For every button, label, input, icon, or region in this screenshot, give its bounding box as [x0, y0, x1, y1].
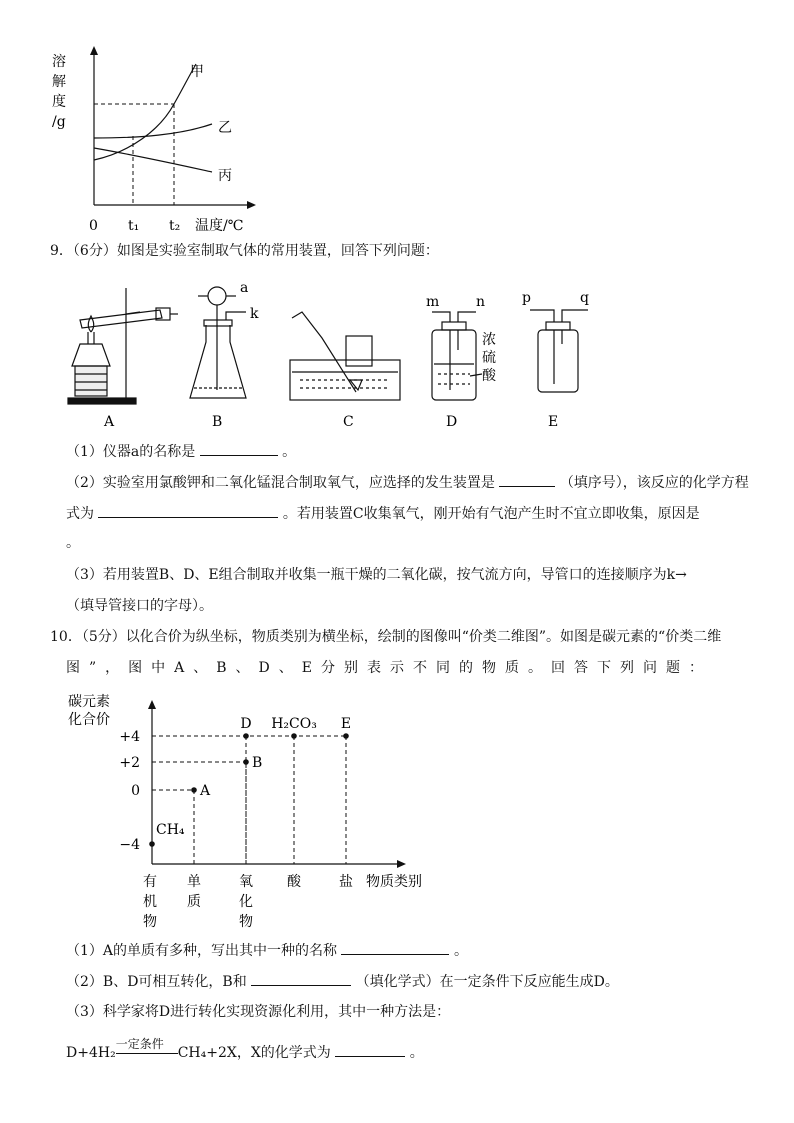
- acid-2: 硫: [482, 350, 496, 366]
- point-H₂CO₃: [291, 733, 297, 739]
- origin-label: 0: [89, 218, 98, 234]
- eq-end: 。: [409, 1045, 424, 1061]
- category-label: 质: [187, 894, 201, 910]
- q9-sub3-line1: [66, 566, 687, 584]
- eq-condition: 一定条件: [115, 1037, 164, 1051]
- q10-sub1-text: （1）A的单质有多种，写出其中一种的名称: [66, 943, 338, 959]
- q9-sub2-text4: 。若用装置C收集氧气，刚开始有气泡产生时不宜立即收集，原因是: [282, 506, 700, 522]
- answer-blank-2[interactable]: [499, 472, 555, 487]
- q10-sub1: [66, 940, 468, 960]
- category-label: 氧: [239, 874, 253, 890]
- q9-sub2-text3: 式为: [66, 506, 94, 522]
- x-axis-arrow: [247, 201, 256, 209]
- apparatus-figure: [60, 280, 620, 435]
- chart2-x-arrow: [397, 860, 406, 868]
- q10-equation: [66, 1037, 424, 1062]
- q9-sub2-text2: （填序号），该反应的化学方程: [559, 475, 749, 491]
- answer-blank-5[interactable]: [251, 971, 351, 986]
- port-a: a: [240, 280, 249, 296]
- q10-sub2-text2: （填化学式）在一定条件下反应能生成D。: [355, 974, 619, 990]
- app-label-b: B: [212, 414, 223, 430]
- answer-blank-1[interactable]: [200, 441, 278, 456]
- point-label: H₂CO₃: [271, 716, 317, 732]
- acid-3: 酸: [482, 368, 496, 384]
- q10-sub3: （3）科学家将D进行转化实现资源化利用，其中一种方法是：: [66, 1004, 451, 1020]
- apparatus-c: [290, 312, 400, 400]
- q9-sub3-text: （3）若用装置B、D、E组合制取并收集一瓶干燥的二氧化碳，按气流方向，导管口的连接顺序为k→: [66, 567, 687, 583]
- point-label: E: [340, 716, 352, 732]
- chart2-y-arrow: [148, 700, 156, 709]
- answer-blank-6[interactable]: [335, 1042, 405, 1057]
- point-label: A: [200, 783, 211, 799]
- ylabel-1: 溶: [52, 54, 66, 70]
- category-label: 机: [143, 894, 157, 910]
- category-label: 化: [239, 894, 253, 910]
- eq-line: [116, 1053, 178, 1054]
- q9-sub1-end: 。: [282, 444, 297, 460]
- eq-left: D+4H₂: [66, 1045, 116, 1061]
- port-m: m: [426, 294, 440, 310]
- eq-arrow: [115, 1037, 178, 1062]
- t1-label: t₁: [128, 218, 140, 234]
- point-label: D: [240, 716, 252, 732]
- acid-1: 浓: [482, 332, 496, 348]
- label-yi: 乙: [218, 120, 232, 136]
- category-label: 盐: [339, 874, 353, 890]
- q10-title: 10．（5分）以化合价为纵坐标，物质类别为横坐标，绘制的图像叫“价类二维图”。如图是碳元素的“价类二维: [50, 629, 722, 645]
- category-label: 酸: [287, 874, 301, 890]
- app-label-a: A: [104, 414, 115, 430]
- valence-chart: [60, 688, 460, 928]
- chart2-ylabel-2: 化合价: [68, 712, 110, 728]
- solubility-chart: [50, 40, 270, 240]
- app-label-d: D: [446, 414, 458, 430]
- apparatus-b: [190, 287, 246, 398]
- q9-sub2-line2: [66, 503, 700, 523]
- point-label: B: [252, 755, 263, 771]
- category-label: 物: [143, 914, 157, 928]
- q9-sub3-line2: [66, 597, 213, 615]
- port-n: n: [476, 294, 486, 310]
- q9-title: 9．（6分）如图是实验室制取气体的常用装置，回答下列问题：: [50, 243, 439, 259]
- label-bing: 丙: [218, 168, 232, 184]
- eq-right: CH₄+2X，X的化学式为: [177, 1045, 331, 1061]
- chart2-xlabel: 物质类别: [366, 874, 422, 890]
- point-A: [191, 787, 197, 793]
- chart2-ylabel-1: 碳元素: [68, 694, 110, 710]
- point-B: [243, 759, 249, 765]
- q10-title2: 图”，图中A、B、D、E分别表示不同的物质。回答下列问题：: [66, 660, 712, 676]
- y-tick-label: −4: [119, 837, 140, 853]
- y-axis-arrow: [90, 46, 98, 55]
- apparatus-e: [530, 310, 588, 392]
- t2-label: t₂: [169, 218, 181, 234]
- y-tick-label: +2: [119, 755, 140, 771]
- category-label: 物: [239, 914, 253, 928]
- app-label-c: C: [343, 414, 354, 430]
- apparatus-a: [68, 288, 178, 404]
- y-tick-label: 0: [131, 783, 140, 799]
- category-label: 有: [143, 874, 157, 890]
- q10-sub2-text: （2）B、D可相互转化，B和: [66, 974, 247, 990]
- q9-sub2-end: 。: [66, 535, 80, 551]
- port-k: k: [250, 306, 259, 322]
- app-label-e: E: [548, 414, 559, 430]
- ylabel-3: 度: [52, 94, 66, 110]
- apparatus-d: [432, 312, 482, 400]
- answer-blank-4[interactable]: [341, 940, 449, 955]
- point-CH₄: [149, 841, 155, 847]
- q9-sub2-line1: [66, 472, 749, 492]
- point-E: [343, 733, 349, 739]
- q9-sub2-text: （2）实验室用氯酸钾和二氧化锰混合制取氧气，应选择的发生装置是: [66, 475, 495, 491]
- curve-jia: [94, 64, 196, 160]
- q10-sub2: [66, 971, 619, 991]
- label-jia: 甲: [190, 64, 204, 80]
- category-label: 单: [187, 874, 201, 890]
- q10-sub1-end: 。: [453, 943, 468, 959]
- ylabel-2: 解: [52, 74, 66, 90]
- port-q: q: [580, 290, 589, 306]
- q9-sub1: [66, 441, 296, 461]
- point-label: CH₄: [156, 822, 185, 838]
- xlabel: 温度/℃: [195, 218, 244, 234]
- q9-sub2-line3: [66, 534, 80, 552]
- ylabel-4: /g: [52, 114, 66, 130]
- port-p: p: [522, 290, 531, 306]
- point-D: [243, 733, 249, 739]
- y-tick-label: +4: [119, 729, 140, 745]
- curve-bing: [94, 148, 212, 172]
- q9-sub1-text: （1）仪器a的名称是: [66, 444, 196, 460]
- q9-sub3-text2: （填导管接口的字母）。: [66, 598, 213, 614]
- answer-blank-3[interactable]: [98, 503, 278, 518]
